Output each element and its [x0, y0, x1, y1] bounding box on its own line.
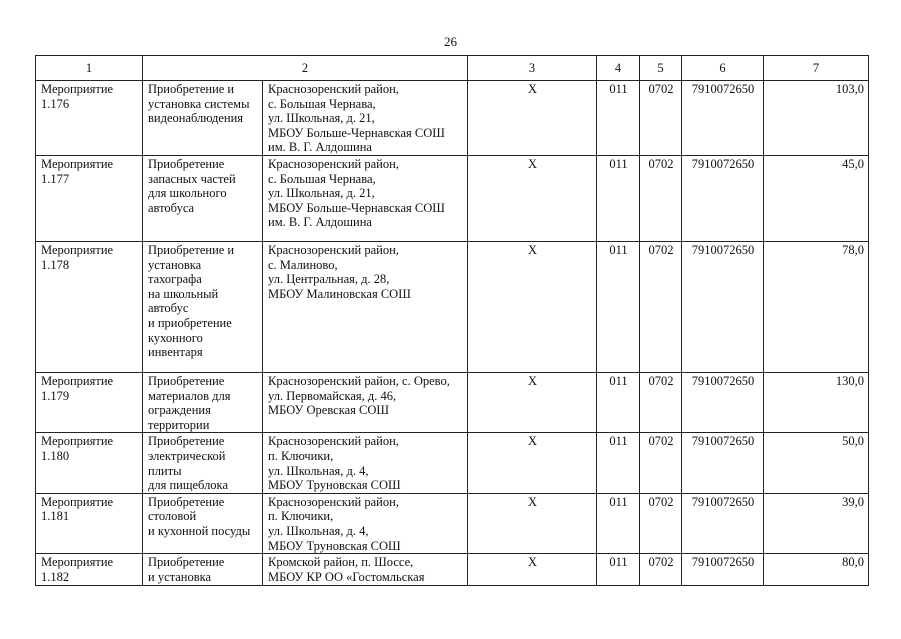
col4-cell: 011: [597, 493, 640, 553]
header-col-2: 2: [143, 56, 468, 81]
event-cell: Мероприятие 1.182: [36, 554, 143, 586]
table-row: [36, 372, 869, 432]
event-cell: Мероприятие 1.181: [36, 493, 143, 553]
col5-cell: 0702: [640, 493, 682, 553]
event-cell: Мероприятие 1.176: [36, 81, 143, 156]
address-cell: Краснозоренский район, с. Большая Чернава, ул. Школьная, д. 21, МБОУ Больше-Чернавская СОШ им. В. Г. Алдошина: [263, 81, 468, 156]
col5-cell: 0702: [640, 372, 682, 432]
col6-cell: 7910072650: [682, 372, 764, 432]
event-cell: Мероприятие 1.177: [36, 155, 143, 241]
address-cell: Краснозоренский район, п. Ключики, ул. Школьная, д. 4, МБОУ Труновская СОШ: [263, 433, 468, 493]
col6-cell: 7910072650: [682, 433, 764, 493]
col7-cell: 45,0: [764, 155, 869, 241]
name-cell: Приобретение и установка системы видеонаблюдения: [143, 81, 263, 156]
header-row: [36, 56, 869, 81]
col4-cell: 011: [597, 81, 640, 156]
name-cell: Приобретение электрической плиты для пищеблока: [143, 433, 263, 493]
col6-cell: 7910072650: [682, 493, 764, 553]
col3-cell: Х: [468, 155, 597, 241]
col4-cell: 011: [597, 433, 640, 493]
col6-cell: 7910072650: [682, 554, 764, 586]
event-cell: Мероприятие 1.179: [36, 372, 143, 432]
col7-cell: 39,0: [764, 493, 869, 553]
table-row: [36, 433, 869, 493]
col3-cell: Х: [468, 81, 597, 156]
col5-cell: 0702: [640, 433, 682, 493]
col5-cell: 0702: [640, 554, 682, 586]
col5-cell: 0702: [640, 81, 682, 156]
col7-cell: 80,0: [764, 554, 869, 586]
budget-table: [35, 55, 869, 586]
event-cell: Мероприятие 1.178: [36, 241, 143, 372]
col6-cell: 7910072650: [682, 81, 764, 156]
col3-cell: Х: [468, 372, 597, 432]
address-cell: Краснозоренский район, с. Малиново, ул. Центральная, д. 28, МБОУ Малиновская СОШ: [263, 241, 468, 372]
address-cell: Кромской район, п. Шоссе, МБОУ КР ОО «Гостомльская: [263, 554, 468, 586]
header-col-4: 4: [597, 56, 640, 81]
col4-cell: 011: [597, 372, 640, 432]
address-cell: Краснозоренский район, с. Орево, ул. Первомайская, д. 46, МБОУ Оревская СОШ: [263, 372, 468, 432]
col6-cell: 7910072650: [682, 155, 764, 241]
address-cell: Краснозоренский район, п. Ключики, ул. Школьная, д. 4, МБОУ Труновская СОШ: [263, 493, 468, 553]
col7-cell: 78,0: [764, 241, 869, 372]
col3-cell: Х: [468, 554, 597, 586]
col5-cell: 0702: [640, 155, 682, 241]
header-col-7: 7: [764, 56, 869, 81]
col5-cell: 0702: [640, 241, 682, 372]
table-row: [36, 81, 869, 156]
col4-cell: 011: [597, 241, 640, 372]
col4-cell: 011: [597, 155, 640, 241]
col3-cell: Х: [468, 433, 597, 493]
name-cell: Приобретение запасных частей для школьного автобуса: [143, 155, 263, 241]
name-cell: Приобретение и установка тахографа на школьный автобус и приобретение кухонного инвентаря: [143, 241, 263, 372]
table-row: [36, 493, 869, 553]
col7-cell: 50,0: [764, 433, 869, 493]
table-row: [36, 241, 869, 372]
col3-cell: Х: [468, 493, 597, 553]
col7-cell: 130,0: [764, 372, 869, 432]
address-cell: Краснозоренский район, с. Большая Чернава, ул. Школьная, д. 21, МБОУ Больше-Чернавская СОШ им. В. Г. Алдошина: [263, 155, 468, 241]
col7-cell: 103,0: [764, 81, 869, 156]
table-row: [36, 155, 869, 241]
header-col-3: 3: [468, 56, 597, 81]
page-number: 26: [444, 34, 457, 49]
header-col-5: 5: [640, 56, 682, 81]
name-cell: Приобретение и установка: [143, 554, 263, 586]
event-cell: Мероприятие 1.180: [36, 433, 143, 493]
col4-cell: 011: [597, 554, 640, 586]
col6-cell: 7910072650: [682, 241, 764, 372]
header-col-6: 6: [682, 56, 764, 81]
name-cell: Приобретение столовой и кухонной посуды: [143, 493, 263, 553]
name-cell: Приобретение материалов для ограждения территории: [143, 372, 263, 432]
col3-cell: Х: [468, 241, 597, 372]
table-row: [36, 554, 869, 586]
header-col-1: 1: [36, 56, 143, 81]
